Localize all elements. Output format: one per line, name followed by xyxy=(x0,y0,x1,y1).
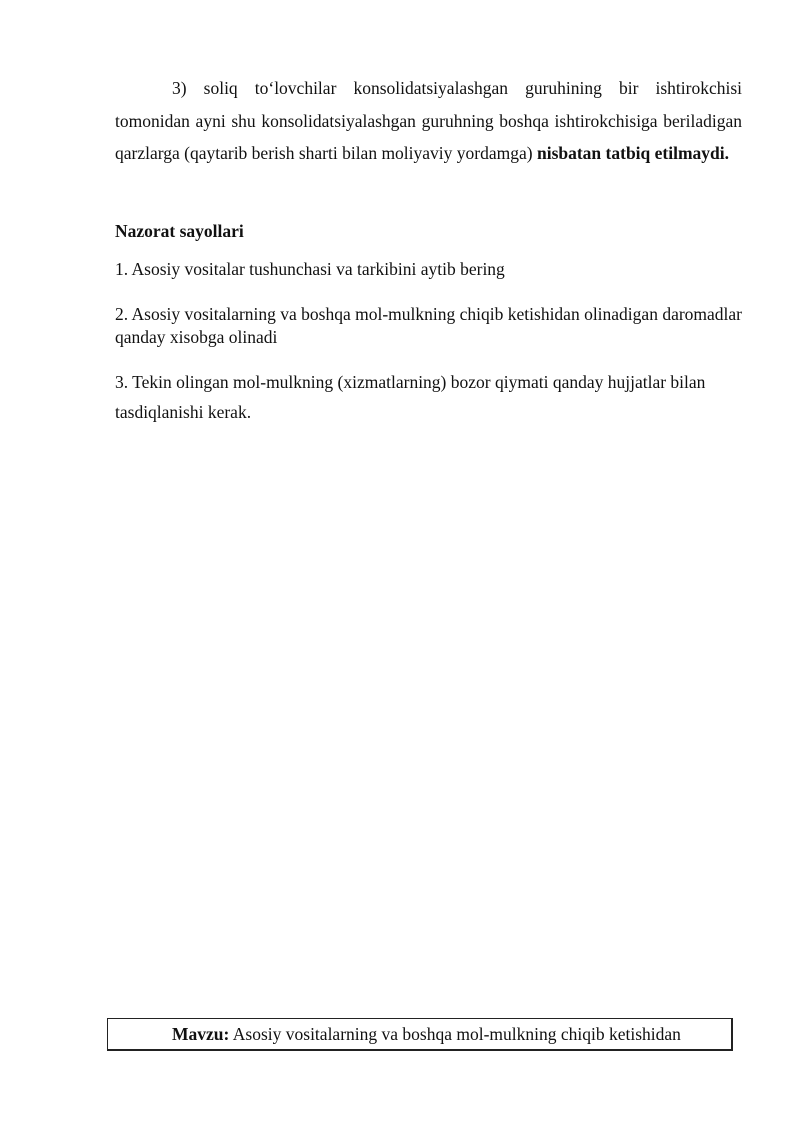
section-heading: Nazorat sayollari xyxy=(115,221,244,241)
paragraph-bold-tail: nisbatan tatbiq etilmaydi. xyxy=(536,143,730,163)
body-paragraph xyxy=(115,72,742,170)
question-2: 2. Asosiy vositalarning va boshqa mol-mulkning chiqib ketishidan olinadigan daromadlar qanday xisobga olinadi xyxy=(115,304,742,347)
topic-footer-text xyxy=(172,1022,681,1046)
question-1: 1. Asosiy vositalar tushunchasi va tarkibini aytib bering xyxy=(115,259,505,279)
topic-label: Mavzu: xyxy=(172,1024,230,1044)
topic-footer-box xyxy=(107,1018,733,1051)
question-3: 3. Tekin olingan mol-mulkning (xizmatlarning) bozor qiymati qanday hujjatlar bilan tasdiqlanishi kerak. xyxy=(115,372,706,422)
paragraph-text: 3) soliq to‘lovchilar konsolidatsiyalashgan guruhining bir ishtirokchisi tomonidan ayni shu konsolidatsiyalashgan guruhning boshqa ishtirokchisiga beriladigan qarzlarga (qaytarib berish sharti bilan moliyaviy yordamga) xyxy=(115,78,742,163)
topic-title: Asosiy vositalarning va boshqa mol-mulkning chiqib ketishidan xyxy=(229,1024,681,1044)
